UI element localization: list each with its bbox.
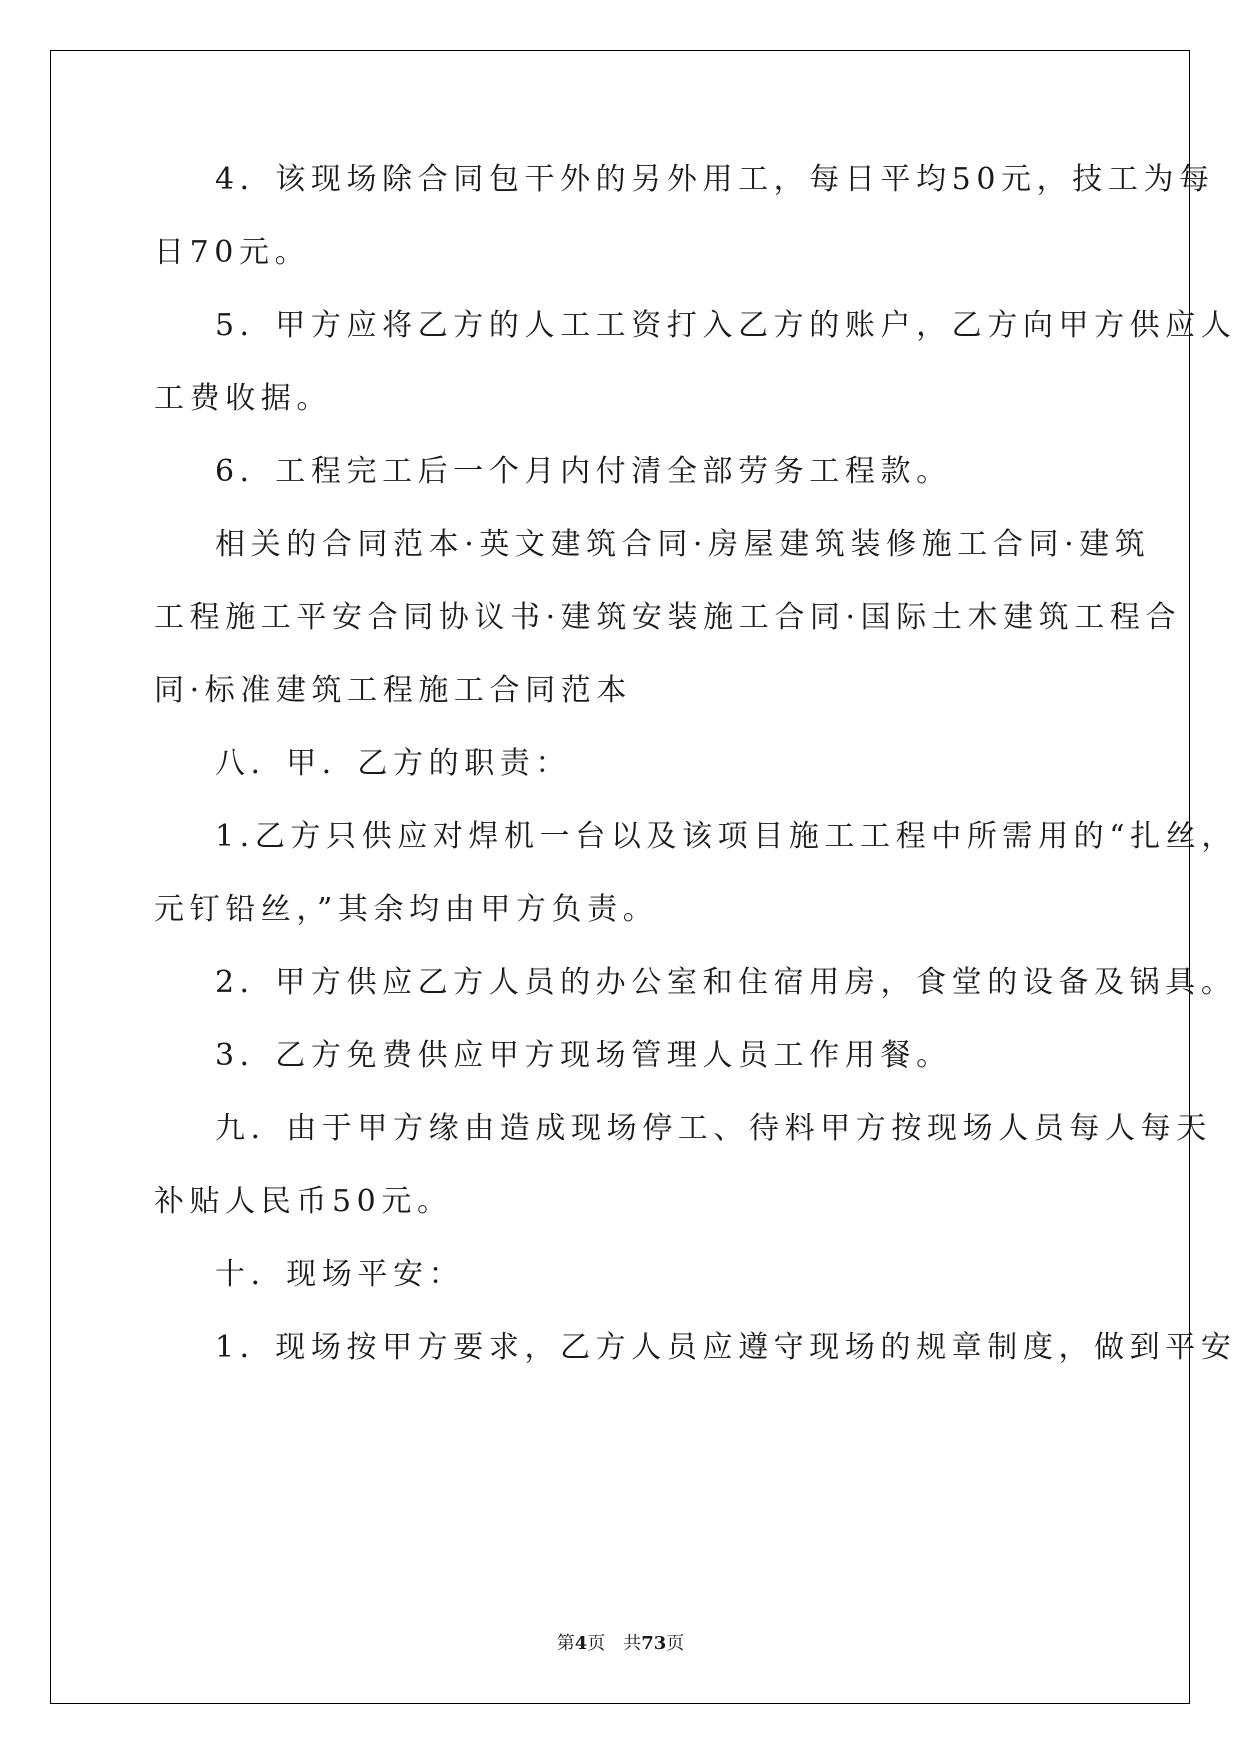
text-line: 工费收据。: [154, 381, 332, 416]
page-prefix: 第: [556, 1633, 575, 1654]
total-pages: 73: [641, 1633, 667, 1654]
text-line: 补贴人民币50元。: [154, 1184, 453, 1219]
total-suffix: 页: [666, 1633, 685, 1654]
page-number: 4: [574, 1633, 588, 1654]
text-line: 5．甲方应将乙方的人工工资打入乙方的账户，乙方向甲方供应人: [215, 308, 1237, 343]
text-line: 元钉铅丝，”其余均由甲方负责。: [154, 892, 659, 927]
text-line: 6．工程完工后一个月内付清全部劳务工程款。: [215, 454, 952, 489]
page-suffix: 页: [587, 1633, 606, 1654]
text-line: 相关的合同范本·英文建筑合同·房屋建筑装修施工合同·建筑: [215, 527, 1151, 562]
page-footer: [0, 1633, 1241, 1655]
text-line: 1.乙方只供应对焊机一台以及该项目施工工程中所需用的“扎丝，: [215, 819, 1237, 854]
text-line: 十．现场平安：: [215, 1257, 465, 1292]
page-border: [50, 50, 1190, 1704]
text-line: 工程施工平安合同协议书·建筑安装施工合同·国际土木建筑工程合: [154, 600, 1182, 635]
text-line: 日70元。: [154, 235, 311, 270]
text-line: 4．该现场除合同包干外的另外用工，每日平均50元，技工为每: [215, 162, 1215, 197]
text-line: 九．由于甲方缘由造成现场停工、待料甲方按现场人员每人每天: [215, 1111, 1212, 1146]
text-line: 同·标准建筑工程施工合同范本: [154, 673, 632, 708]
text-line: 八．甲．乙方的职责：: [215, 746, 571, 781]
text-line: 2．甲方供应乙方人员的办公室和住宿用房，食堂的设备及锅具。: [215, 965, 1237, 1000]
text-line: 3．乙方免费供应甲方现场管理人员工作用餐。: [215, 1038, 952, 1073]
total-prefix: 共: [623, 1633, 642, 1654]
text-line: 1．现场按甲方要求，乙方人员应遵守现场的规章制度，做到平安: [215, 1330, 1237, 1365]
